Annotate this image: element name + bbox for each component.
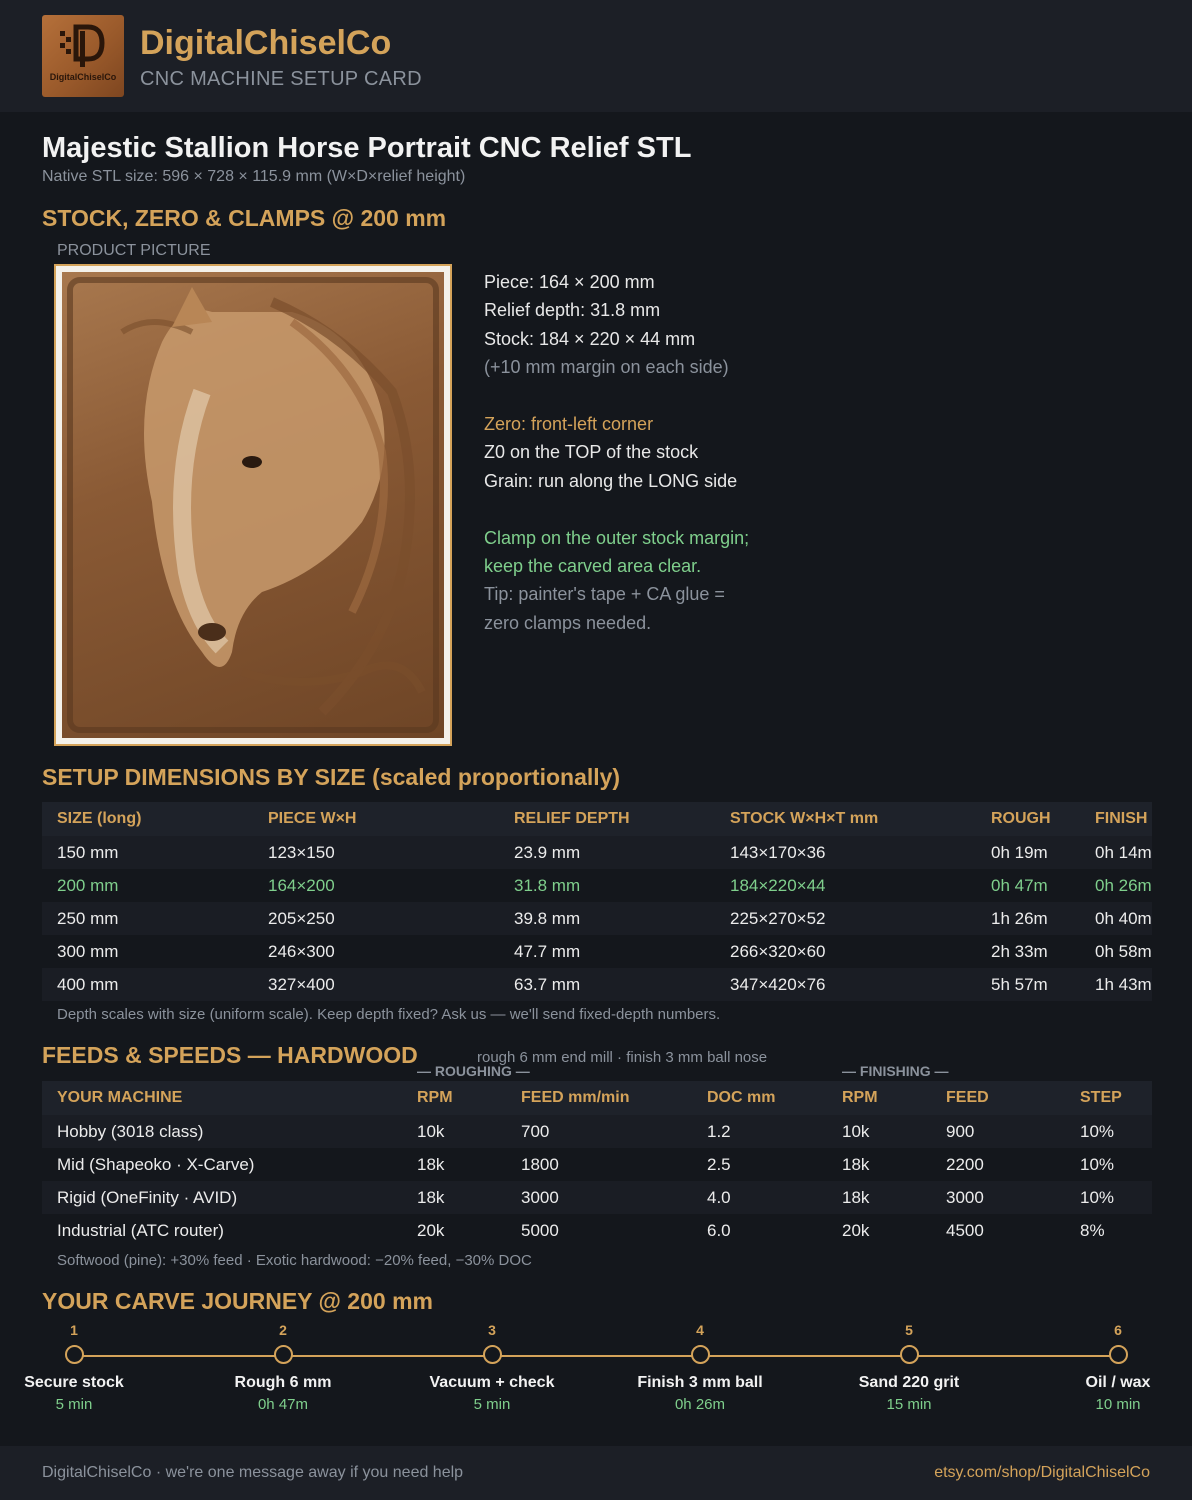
cell: 0h 19m — [976, 836, 1080, 869]
col-finish: FINISH — [1080, 802, 1152, 836]
col-rough: ROUGH — [976, 802, 1080, 836]
table-row — [42, 1181, 1152, 1214]
cell: 8% — [1065, 1214, 1152, 1247]
tip-1: Tip: painter's tape + CA glue = — [484, 584, 725, 605]
clamp-note-2: keep the carved area clear. — [484, 556, 702, 577]
table-row — [42, 836, 1152, 869]
cell: 2h 33m — [976, 935, 1080, 968]
footer-shop-link[interactable]: etsy.com/shop/DigitalChiselCo — [934, 1464, 1150, 1481]
clamp-note-1: Clamp on the outer stock margin; — [484, 527, 750, 548]
cell: Industrial (ATC router) — [42, 1214, 402, 1247]
piece-size: Piece: 164 × 200 mm — [484, 272, 655, 292]
cell: 5000 — [506, 1214, 692, 1247]
cell: 23.9 mm — [499, 836, 715, 869]
cell: Mid (Shapeoko · X-Carve) — [42, 1148, 402, 1181]
cell: 2200 — [931, 1148, 1065, 1181]
step-duration: 10 min — [1095, 1396, 1141, 1413]
cell: 4500 — [931, 1214, 1065, 1247]
native-size: Native STL size: 596 × 728 × 115.9 mm (W×D×relief height) — [42, 168, 466, 185]
step-duration: 0h 26m — [674, 1396, 726, 1413]
cell: 18k — [827, 1181, 931, 1214]
step-number: 5 — [905, 1322, 913, 1338]
step-duration: 5 min — [55, 1396, 93, 1413]
journey-step-1 — [0, 1320, 164, 1413]
z0-note: Z0 on the TOP of the stock — [484, 442, 699, 463]
cell: 1h 26m — [976, 902, 1080, 935]
step-label: Sand 220 grit — [858, 1374, 960, 1391]
footer — [0, 1446, 1192, 1500]
cell: 300 mm — [42, 935, 253, 968]
step-label: Secure stock — [24, 1374, 124, 1391]
cell: 1800 — [506, 1148, 692, 1181]
step-number: 6 — [1114, 1322, 1122, 1338]
table-row-highlighted — [42, 869, 1152, 902]
step-number: 4 — [696, 1322, 704, 1338]
product-picture-frame — [54, 264, 452, 746]
cell: 0h 26m — [1080, 869, 1152, 902]
cell: 0h 40m — [1080, 902, 1152, 935]
stock-specs — [484, 268, 749, 637]
product-title: Majestic Stallion Horse Portrait CNC Relief STL — [42, 132, 692, 164]
col-relief: RELIEF DEPTH — [499, 802, 715, 836]
chisel-logo-icon — [56, 21, 110, 71]
cell: 266×320×60 — [715, 935, 976, 968]
step-duration: 15 min — [886, 1396, 932, 1413]
dimensions-table — [42, 802, 1152, 1001]
cell: Hobby (3018 class) — [42, 1115, 402, 1148]
cell: 900 — [931, 1115, 1065, 1148]
cell: 250 mm — [42, 902, 253, 935]
footer-help-text: DigitalChiselCo · we're one message away if you need help — [42, 1464, 464, 1481]
picture-label: PRODUCT PICTURE — [57, 242, 211, 259]
step-number: 2 — [279, 1322, 287, 1338]
cell: 2.5 — [692, 1148, 827, 1181]
cell: 150 mm — [42, 836, 253, 869]
horse-relief-image — [62, 272, 444, 738]
cell: 3000 — [506, 1181, 692, 1214]
cell: 1.2 — [692, 1115, 827, 1148]
table-row — [42, 935, 1152, 968]
product-picture — [62, 272, 444, 738]
col-stock: STOCK W×H×T mm — [715, 802, 976, 836]
cell: 1h 43m — [1080, 968, 1152, 1001]
dimensions-note: Depth scales with size (uniform scale). Keep depth fixed? Ask us — we'll send fixed-depth numbers. — [57, 1006, 721, 1023]
cell: 63.7 mm — [499, 968, 715, 1001]
cell: 205×250 — [253, 902, 499, 935]
table-row — [42, 902, 1152, 935]
cell: 184×220×44 — [715, 869, 976, 902]
step-number: 1 — [70, 1322, 78, 1338]
header — [0, 0, 1192, 112]
step-duration: 5 min — [473, 1396, 511, 1413]
cell: 20k — [827, 1214, 931, 1247]
cell: 246×300 — [253, 935, 499, 968]
col-finish-feed: FEED — [931, 1081, 1065, 1115]
cell: 4.0 — [692, 1181, 827, 1214]
journey-step-2 — [193, 1320, 373, 1413]
cell: 0h 14m — [1080, 836, 1152, 869]
dimensions-heading: SETUP DIMENSIONS BY SIZE (scaled proportionally) — [42, 764, 621, 790]
cell: 0h 47m — [976, 869, 1080, 902]
cell: 164×200 — [253, 869, 499, 902]
col-doc: DOC mm — [692, 1081, 827, 1115]
table-row — [42, 968, 1152, 1001]
step-number: 3 — [488, 1322, 496, 1338]
journey-step-3 — [402, 1320, 582, 1413]
cell: 225×270×52 — [715, 902, 976, 935]
feeds-note: Softwood (pine): +30% feed · Exotic hardwood: −20% feed, −30% DOC — [57, 1252, 532, 1269]
cell: 6.0 — [692, 1214, 827, 1247]
cell: 143×170×36 — [715, 836, 976, 869]
cell: 47.7 mm — [499, 935, 715, 968]
table-row — [42, 1148, 1152, 1181]
col-rough-feed: FEED mm/min — [506, 1081, 692, 1115]
feeds-table — [42, 1081, 1152, 1247]
zero-point: Zero: front-left corner — [484, 414, 654, 435]
cell: 10k — [827, 1115, 931, 1148]
brand-logo — [42, 15, 124, 97]
step-label: Vacuum + check — [429, 1374, 555, 1391]
col-piece: PIECE W×H — [253, 802, 499, 836]
step-dot-icon — [691, 1345, 710, 1364]
table-row — [42, 1214, 1152, 1247]
header-subtitle: CNC MACHINE SETUP CARD — [140, 68, 422, 90]
relief-depth: Relief depth: 31.8 mm — [484, 300, 661, 321]
cell: 18k — [827, 1148, 931, 1181]
brand-name: DigitalChiselCo — [140, 24, 392, 62]
step-dot-icon — [900, 1345, 919, 1364]
step-dot-icon — [483, 1345, 502, 1364]
col-size: SIZE (long) — [42, 802, 253, 836]
cell: 700 — [506, 1115, 692, 1148]
journey-step-5 — [819, 1320, 999, 1413]
cell: 3000 — [931, 1181, 1065, 1214]
table-row — [42, 1115, 1152, 1148]
cell: 347×420×76 — [715, 968, 976, 1001]
cell: 10% — [1065, 1181, 1152, 1214]
cell: Rigid (OneFinity · AVID) — [42, 1181, 402, 1214]
col-finish-rpm: RPM — [827, 1081, 931, 1115]
step-dot-icon — [1109, 1345, 1128, 1364]
step-dot-icon — [274, 1345, 293, 1364]
cell: 327×400 — [253, 968, 499, 1001]
journey-step-4 — [610, 1320, 790, 1413]
cell: 10% — [1065, 1115, 1152, 1148]
cell: 20k — [402, 1214, 506, 1247]
cell: 18k — [402, 1181, 506, 1214]
stock-size: Stock: 184 × 220 × 44 mm — [484, 328, 696, 349]
logo-text: DigitalChiselCo — [49, 72, 117, 82]
cell: 18k — [402, 1148, 506, 1181]
step-label: Finish 3 mm ball — [637, 1374, 763, 1391]
cell: 10k — [402, 1115, 506, 1148]
cell: 0h 58m — [1080, 935, 1152, 968]
step-label: Oil / wax — [1085, 1374, 1151, 1391]
grain-note: Grain: run along the LONG side — [484, 470, 738, 491]
journey-step-6 — [1028, 1320, 1192, 1413]
col-rough-rpm: RPM — [402, 1081, 506, 1115]
journey-heading: YOUR CARVE JOURNEY @ 200 mm — [42, 1288, 433, 1314]
journey-timeline — [0, 1320, 1192, 1430]
col-machine: YOUR MACHINE — [42, 1081, 402, 1115]
feeds-heading: FEEDS & SPEEDS — HARDWOOD — [42, 1042, 418, 1068]
margin-note: (+10 mm margin on each side) — [484, 357, 729, 378]
step-dot-icon — [65, 1345, 84, 1364]
group-finishing: — FINISHING — — [842, 1063, 949, 1079]
tip-2: zero clamps needed. — [484, 612, 652, 633]
stock-heading: STOCK, ZERO & CLAMPS @ 200 mm — [42, 205, 447, 231]
cell: 31.8 mm — [499, 869, 715, 902]
cell: 123×150 — [253, 836, 499, 869]
cell: 10% — [1065, 1148, 1152, 1181]
cell: 400 mm — [42, 968, 253, 1001]
step-label: Rough 6 mm — [234, 1374, 332, 1391]
step-duration: 0h 47m — [257, 1396, 309, 1413]
group-roughing: — ROUGHING — — [417, 1063, 530, 1079]
cell: 5h 57m — [976, 968, 1080, 1001]
cell: 39.8 mm — [499, 902, 715, 935]
cell: 200 mm — [42, 869, 253, 902]
tools-note: rough 6 mm end mill · finish 3 mm ball nose — [477, 1049, 768, 1066]
col-step: STEP — [1065, 1081, 1152, 1115]
